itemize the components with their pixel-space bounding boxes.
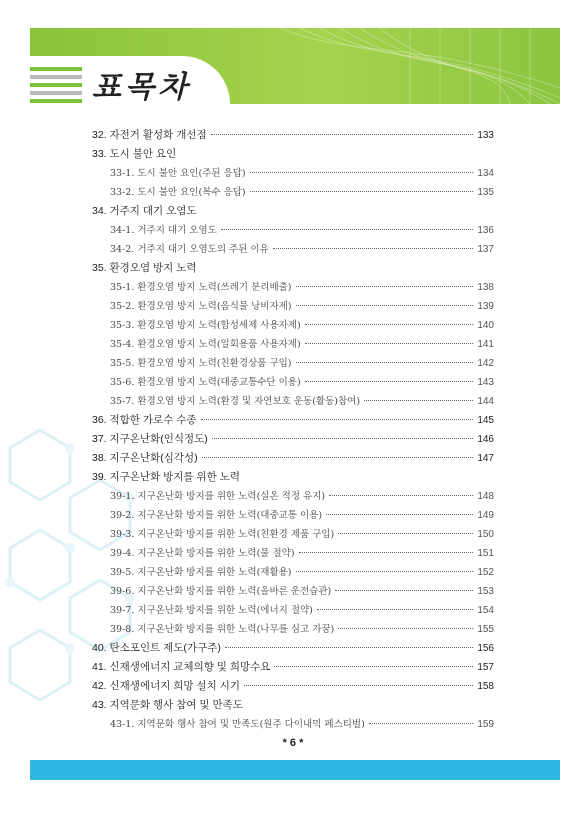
toc-entry[interactable] [92,507,494,526]
footer-bar [30,760,560,780]
stripe-green-3 [30,99,82,103]
toc-entry-page: 141 [477,339,494,350]
toc-entry[interactable] [92,621,494,640]
toc-entry[interactable] [92,678,494,697]
toc-leader-dots [335,590,473,591]
toc-entry[interactable] [92,165,494,184]
table-of-contents [92,127,494,735]
toc-entry-page: 146 [477,434,494,445]
toc-leader-dots [296,362,474,363]
toc-entry-label: 33-2. 도시 불안 요인(복수 응답) [110,187,246,198]
toc-entry-label: 35-7. 환경오염 방지 노력(환경 및 자연보호 운동(활동)참여) [110,396,361,407]
toc-entry-label: 43-1. 지역문화 행사 참여 및 만족도(원주 다이내믹 페스티벌) [110,719,365,730]
toc-entry-page: 142 [477,358,494,369]
toc-entry-label: 34. 거주지 대기 오염도 [92,205,197,217]
toc-leader-dots [338,628,473,629]
toc-entry-label: 42. 신재생에너지 희망 설치 시기 [92,680,240,692]
toc-leader-dots [201,419,474,420]
stripe-gray-2 [30,91,82,95]
toc-leader-dots [202,457,474,458]
toc-entry-label: 39-6. 지구온난화 방지를 위한 노력(올바른 운전습관) [110,586,332,597]
toc-entry[interactable] [92,146,494,165]
toc-entry-label: 35-2. 환경오염 방지 노력(음식물 낭비자제) [110,301,292,312]
toc-entry-page: 138 [477,282,494,293]
toc-leader-dots [364,400,473,401]
toc-leader-dots [326,514,473,515]
toc-entry[interactable] [92,526,494,545]
toc-entry[interactable] [92,697,494,716]
toc-entry[interactable] [92,431,494,450]
toc-entry[interactable] [92,488,494,507]
toc-entry-page: 149 [477,510,494,521]
toc-entry-label: 38. 지구온난화(심각성) [92,452,198,464]
toc-entry[interactable] [92,127,494,146]
toc-entry[interactable] [92,222,494,241]
page-number: * 6 * [282,737,304,749]
toc-entry-page: 135 [477,187,494,198]
stripe-gray-1 [30,75,82,79]
toc-entry-label: 35-5. 환경오염 방지 노력(친환경상품 구입) [110,358,292,369]
toc-entry-label: 40. 탄소포인트 제도(가구주) [92,642,221,654]
toc-entry-label: 34-2. 거주지 대기 오염도의 주된 이유 [110,244,269,255]
toc-leader-dots [296,286,474,287]
toc-entry-label: 34-1. 거주지 대기 오염도 [110,225,217,236]
toc-leader-dots [244,685,473,686]
toc-entry-page: 151 [477,548,494,559]
toc-entry-page: 143 [477,377,494,388]
toc-entry-label: 39-4. 지구온난화 방지를 위한 노력(물 절약) [110,548,295,559]
toc-entry-page: 155 [477,624,494,635]
toc-leader-dots [225,647,473,648]
toc-entry-label: 39-7. 지구온난화 방지를 위한 노력(에너지 절약) [110,605,313,616]
toc-entry[interactable] [92,412,494,431]
toc-entry[interactable] [92,279,494,298]
toc-entry-label: 35. 환경오염 방지 노력 [92,262,197,274]
toc-leader-dots [305,324,474,325]
toc-entry[interactable] [92,450,494,469]
toc-entry-label: 39-1. 지구온난화 방지를 위한 노력(실온 적정 유지) [110,491,326,502]
toc-entry-label: 39-2. 지구온난화 방지를 위한 노력(대중교통 이용) [110,510,323,521]
toc-entry-label: 39-3. 지구온난화 방지를 위한 노력(친환경 제품 구입) [110,529,335,540]
toc-entry[interactable] [92,564,494,583]
toc-entry-page: 136 [477,225,494,236]
toc-entry[interactable] [92,545,494,564]
toc-entry-page: 154 [477,605,494,616]
toc-leader-dots [296,571,474,572]
toc-entry-label: 39-5. 지구온난화 방지를 위한 노력(재활용) [110,567,292,578]
page-title: 표목차 [92,70,191,105]
stripe-green-1 [30,67,82,71]
toc-entry-label: 35-6. 환경오염 방지 노력(대중교통수단 이용) [110,377,301,388]
toc-entry[interactable] [92,716,494,735]
toc-leader-dots [273,248,474,249]
stripe-green-2 [30,83,82,87]
toc-entry-page: 144 [477,396,494,407]
toc-entry[interactable] [92,659,494,678]
toc-entry[interactable] [92,298,494,317]
toc-entry-page: 150 [477,529,494,540]
toc-leader-dots [338,533,473,534]
toc-leader-dots [274,666,473,667]
toc-entry[interactable] [92,393,494,412]
toc-leader-dots [299,552,474,553]
toc-entry-label: 37. 지구온난화(인식정도) [92,433,208,445]
toc-leader-dots [369,723,474,724]
toc-entry-label: 39-8. 지구온난화 방지를 위한 노력(나무를 심고 가꿈) [110,624,335,635]
toc-entry-page: 145 [477,415,494,426]
toc-entry-page: 133 [477,130,494,141]
toc-entry[interactable] [92,640,494,659]
toc-entry[interactable] [92,336,494,355]
toc-entry-label: 35-1. 환경오염 방지 노력(쓰레기 분리배출) [110,282,292,293]
toc-entry-label: 33-1. 도시 불안 요인(주된 응답) [110,168,246,179]
toc-entry-page: 157 [477,662,494,673]
toc-leader-dots [211,134,474,135]
toc-entry[interactable] [92,374,494,393]
toc-entry-label: 36. 적합한 가로수 수종 [92,414,197,426]
toc-entry-label: 43. 지역문화 행사 참여 및 만족도 [92,699,243,711]
toc-entry-page: 139 [477,301,494,312]
toc-entry-label: 35-3. 환경오염 방지 노력(합성세제 사용자제) [110,320,301,331]
toc-entry[interactable] [92,241,494,260]
toc-entry-label: 39. 지구온난화 방지를 위한 노력 [92,471,240,483]
toc-entry-label: 32. 자전거 활성화 개선점 [92,129,207,141]
toc-entry[interactable] [92,602,494,621]
toc-leader-dots [305,381,474,382]
toc-leader-dots [296,305,474,306]
toc-leader-dots [305,343,474,344]
toc-entry-page: 134 [477,168,494,179]
toc-entry-page: 153 [477,586,494,597]
toc-entry-page: 158 [477,681,494,692]
toc-entry[interactable] [92,355,494,374]
toc-entry-page: 152 [477,567,494,578]
toc-entry[interactable] [92,184,494,203]
toc-entry[interactable] [92,469,494,488]
toc-entry-page: 140 [477,320,494,331]
toc-entry-label: 35-4. 환경오염 방지 노력(일회용품 사용자제) [110,339,301,350]
toc-leader-dots [212,438,474,439]
toc-entry-page: 159 [477,719,494,730]
toc-leader-dots [317,609,473,610]
toc-entry-page: 137 [477,244,494,255]
toc-entry[interactable] [92,583,494,602]
toc-leader-dots [329,495,473,496]
toc-entry-label: 41. 신재생에너지 교체의향 및 희망수요 [92,661,271,673]
toc-entry[interactable] [92,317,494,336]
toc-entry-page: 147 [477,453,494,464]
toc-leader-dots [221,229,473,230]
toc-entry-label: 33. 도시 불안 요인 [92,148,177,160]
toc-leader-dots [250,172,474,173]
toc-entry[interactable] [92,260,494,279]
toc-leader-dots [250,191,474,192]
toc-entry[interactable] [92,203,494,222]
toc-entry-page: 156 [477,643,494,654]
toc-entry-page: 148 [477,491,494,502]
